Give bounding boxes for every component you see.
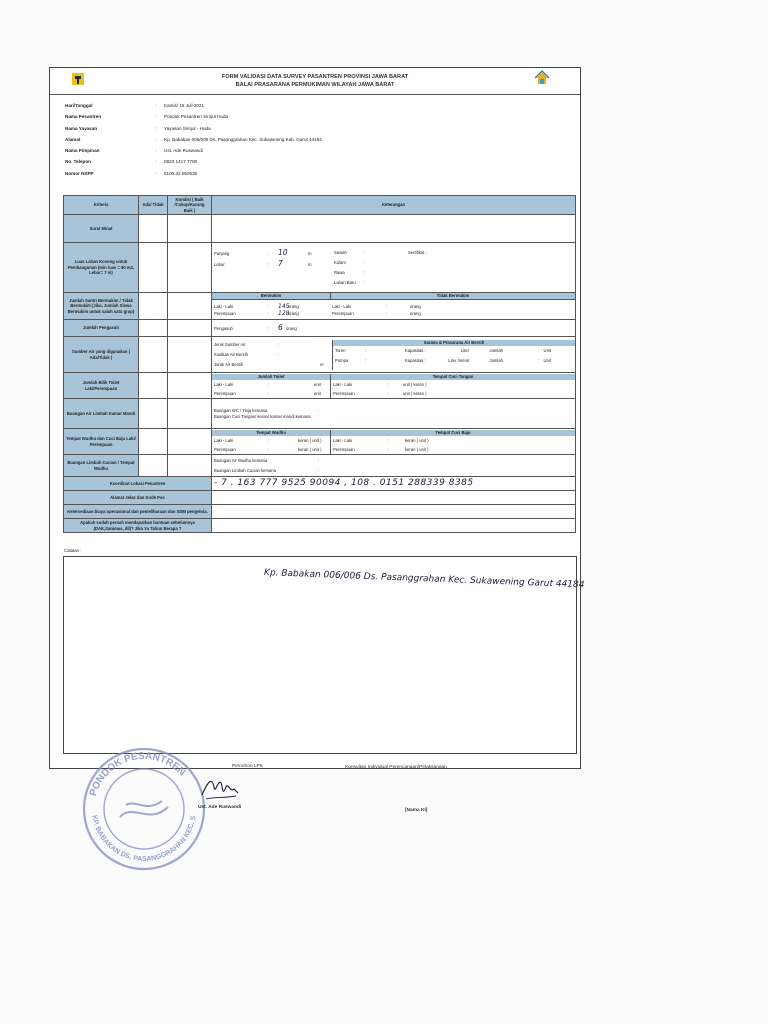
orang-unit: orang [288, 310, 299, 316]
col-header-kondisi: Kondisi ( Baik /Cukup/Kurang Baik ) [168, 196, 212, 215]
tb-perempuan-label: Perempuan [332, 310, 354, 316]
tb-laki-label: Laki - Laki [332, 303, 352, 309]
panjang-label: Panjang [214, 250, 230, 256]
panjang-unit: m [308, 250, 312, 256]
pesantren-stamp-icon [80, 745, 208, 873]
buangan-wudhu-label: Buangan Air Wudhu kemana [214, 457, 268, 463]
buangan-cuci-tangan-label: Buangan Cuci Tangan/ keran/ kamar mandi kemana [214, 414, 311, 419]
svg-text:PONDOK PESANTREN [88, 751, 188, 798]
info-row [65, 100, 322, 111]
keran-unit: keran ( unit ) [298, 446, 322, 452]
santri-perempuan-label: Perempuan [214, 310, 236, 316]
santri-laki-value: 145 [278, 302, 290, 310]
kolam-label: Kolam [334, 259, 346, 265]
info-sep: : [155, 170, 157, 176]
sertifikat-label: Sertifikat : [408, 249, 427, 255]
cuci-tangan-header: Tempat Cuci Tangan [331, 374, 575, 380]
keran-unit: keran ( unit ) [405, 446, 429, 452]
lahan-details: Panjang : 10 m Lebar : 7 m Sawah : Kolam : Rawa : Lahan Baru : Sertifikat : [212, 243, 576, 293]
row-buangan-cucian: Buangan Limbah Cucian / Tempat Wudhu [64, 455, 139, 477]
lahan-baru-label: Lahan Baru [334, 279, 356, 285]
catatan-box [63, 556, 577, 754]
wudhu-perempuan-label: Perempuan [214, 446, 236, 452]
sarana-air-header: Sarana & Prasarana Air Bersih [333, 340, 575, 346]
toren-label: Toren [335, 347, 346, 353]
konsultan-title: Konsultan Individual Perencanaan/Pelaksanaan [345, 765, 447, 770]
keran-unit: keran ( unit ) [405, 437, 429, 443]
info-row [65, 145, 322, 156]
info-sep: : [155, 148, 157, 154]
sawah-label: Sawah [334, 249, 347, 255]
jenis-sumber-air-label: Jenis Sumber Air [214, 341, 246, 347]
santri-laki-label: Laki - Laki [214, 303, 234, 309]
info-sep: : [155, 159, 157, 165]
info-sep: : [155, 136, 157, 142]
unit-label: Unit [543, 357, 551, 363]
liter-unit: Liter [460, 347, 469, 353]
row-bilik-toilet: Jumlah Bilik Toilet Laki/Perempuan [64, 373, 139, 399]
col-header-keterangan: Keterangan [212, 196, 576, 215]
info-row [65, 168, 322, 179]
info-row [65, 111, 322, 122]
info-label: Nama Pimpinan [65, 148, 100, 154]
buangan-wc-label: Buangan WC / Tinja kemana [214, 408, 268, 413]
unit-label: unit [314, 381, 321, 387]
kualitas-air-label: Kualitas Air Bersih [214, 351, 248, 357]
info-value: Kamis/ 15 Juli 2021 [164, 103, 205, 108]
info-label: Nama Pesantren [65, 114, 102, 120]
row-sumber-air: Sumber Air yang digunakan ( Ada/Tidak ) [64, 337, 139, 373]
row-tempat-wudhu: Tempat Wudhu dan Cuci Baju Laki/ Perempuan [64, 429, 139, 455]
info-sep: : [155, 125, 157, 131]
info-value: Pondok Pesantren Sirojul Huda [164, 114, 229, 120]
lebar-value: 7 [278, 258, 283, 268]
form-title-line1: FORM VALIDASI DATA SURVEY PASANTREN PROVINSI JAWA BARAT [221, 74, 409, 80]
info-label: Nomor NSPP [65, 170, 94, 176]
orang-unit: orang [410, 310, 421, 316]
catatan-label: Catatan : [64, 548, 82, 553]
unit-keran-label: unit ( keran ) [403, 381, 427, 387]
jumlah-toilet-header: Jumlah Toilet [212, 374, 330, 380]
baju-perempuan-label: Perempuan [333, 446, 355, 452]
alamat-handwritten: Kp. Babakan 006/006 Ds. Pasanggrahan Kec. Sukawening Garut 44184 [263, 568, 585, 591]
m-unit: m [320, 361, 324, 367]
toilet-perempuan-label: Perempuan [214, 390, 236, 396]
header-divider [50, 94, 580, 95]
info-row [65, 134, 322, 145]
baju-laki-label: Laki - Laki [333, 437, 353, 443]
buangan-cucian-label: Buangan Limbah Cucian kemana [214, 467, 276, 473]
unit-label: Unit [543, 347, 551, 353]
form-title [50, 73, 580, 89]
kapasitas-label: Kapasitas : [405, 357, 426, 363]
kapasitas-label: Kapasitas : [405, 347, 426, 353]
pengasuh-label: Pengasuh [214, 325, 233, 331]
col-header-kriteria: Kriteria [64, 196, 139, 215]
validation-table: Kriteria Ada/ Tidak Kondisi ( Baik /Cukup/Kurang Baik ) Keterangan Surat Minat Luas Lahan Kosong untuk Pembangunan (min luas = 60 m2, Lebar= 7 m) Panjang : 10 m Lebar : 7 m Sawah : Kolam : Rawa : Lahan Baru : Sertifikat : Jumlah Santri Bermukim / Tidak Bermukim (Jika, Jumlah Siswa Bermukim untuk salah satu grup) Bermukim Tidak Bermukim Laki - Laki : 145 orang Perempuan : 128 orang Laki - Laki : orang Perempuan : orang Jumlah Pengasuh Pengasuh : 6 orang Sumber Air yang digunakan ( Ada/Tidak ) Jenis Sumber Air : Kualitas Air Bersih : Jarak Air Bersih m Sarana & Prasarana Air Bersih Toren : Kapasitas : Liter Jumlah : Unit Pompa : Kapasitas : Liter /menit Jumlah : Unit Jumlah Bilik Toilet Laki/Perempuan Jumlah Toilet Laki - Laki : unit Perempuan : unit Tempat Cuci Tangan Laki - Laki : unit ( keran ) Perempuan : unit ( keran ) Buangan Air Limbah Kamar Mandi Buangan WC / Tinja kemana : Buangan Cuci Tangan/ keran/ kamar mandi kemana Tempat Wudhu dan Cuci Baju Laki/ Perempuan Tempat Wudhu Laki - Laki : keran ( unit ) Perempuan : keran ( unit ) Tempat Cuci Baju Laki - Laki : keran ( unit ) Perempuan : keran ( unit ) Buangan Limbah Cucian / Tempat Wudhu Buangan Air Wudhu kemana : Buangan Limbah Cucian kemana : Koordinat Lokasi Pesantren - 7 . 163 777 9525 90094 , 108 . 0151 288339 8385 Alamat Jelas dan Kode Pos Ketersediaan biaya operasional dan pemeliharaan dan SDM pengelola. Apakah sudah pernah mendapatkan bantuan sebelumnya (DAK,Sanimas, dll)? Jika Ya Tahun Berapa ? [63, 195, 576, 533]
row-koordinat: Koordinat Lokasi Pesantren [64, 477, 212, 491]
pemohon-name: Ust. Ade Ruswandi [198, 805, 242, 810]
row-buangan-air: Buangan Air Limbah Kamar Mandi [64, 399, 139, 429]
unit-keran-label: unit ( keran ) [403, 390, 427, 396]
panjang-value: 10 [278, 247, 288, 257]
unit-label: unit [314, 390, 321, 396]
tempat-wudhu-header: Tempat Wudhu [212, 430, 330, 436]
info-value: Yayasan Sirojul - Huda [164, 125, 211, 131]
koordinat-value: - 7 . 163 777 9525 90094 , 108 . 0151 288339 8385 [214, 477, 474, 488]
santri-perempuan-value: 128 [278, 309, 290, 317]
cuci-perempuan-label: Perempuan [333, 390, 355, 396]
tidak-bermukim-header: Tidak Bermukim [331, 293, 575, 299]
pemohon-title: Pemohon LPK [232, 764, 263, 769]
info-value: Kp. Babakan 006/006 Ds. Pasanggrahan Kec. Sukawening Kab. Garut 44184 [164, 136, 322, 142]
stamp-top-text: PONDOK PESANTREN [87, 750, 188, 798]
info-value: 0823 1417 7780 [164, 159, 198, 165]
signature-icon [200, 773, 240, 805]
lebar-label: Lebar [214, 261, 225, 267]
col-header-ada: Ada/ Tidak [139, 196, 168, 215]
keran-unit: keran ( unit ) [298, 437, 322, 443]
row-jumlah-santri: Jumlah Santri Bermukim / Tidak Bermukim (Jika, Jumlah Siswa Bermukim untuk salah satu grup) [64, 293, 139, 320]
info-section [65, 100, 322, 179]
row-surat-minat: Surat Minat [64, 215, 139, 243]
row-luas-lahan: Luas Lahan Kosong untuk Pembangunan (min luas = 60 m2, Lebar= 7 m) [64, 243, 139, 293]
info-label: Alamat [65, 136, 81, 142]
jumlah-label: Jumlah [489, 347, 503, 353]
jumlah-label: Jumlah [489, 357, 503, 363]
konsultan-name: [Nama KI] [405, 808, 428, 813]
jarak-air-label: Jarak Air Bersih [214, 361, 244, 367]
cuci-laki-label: Laki - Laki [333, 381, 353, 387]
liter-menit-unit: Liter /menit [448, 357, 469, 363]
info-value: Ust. Ade Ruswandi [164, 148, 203, 154]
row-pernah-bantuan: Apakah sudah pernah mendapatkan bantuan sebelumnya (DAK,Sanimas, dll)? Jika Ya Tahun Berapa ? [64, 519, 212, 533]
toilet-laki-label: Laki - Laki [214, 381, 234, 387]
info-row [65, 123, 322, 134]
row-alamat-kodepos: Alamat Jelas dan Kode Pos [64, 491, 212, 505]
orang-unit: orang [288, 303, 299, 309]
info-sep: : [155, 103, 157, 108]
info-label: Nama Yayasan [65, 125, 98, 131]
lebar-unit: m [308, 261, 312, 267]
orang-unit: orang [410, 303, 421, 309]
info-label: No. Telepon [65, 159, 91, 165]
cuci-baju-header: Tempat Cuci Baju [331, 430, 575, 436]
info-row [65, 156, 322, 167]
row-jumlah-pengasuh: Jumlah Pengasuh [64, 320, 139, 337]
bermukim-header: Bermukim [212, 293, 331, 299]
wudhu-laki-label: Laki - Laki [214, 437, 234, 443]
info-value: 5100.32.050530 [164, 170, 198, 176]
pengasuh-value: 6 [278, 322, 283, 332]
form-title-line2: BALAI PRASARANA PERMUKIMAN WILAYAH JAWA BARAT [235, 82, 395, 88]
row-ketersediaan: Ketersediaan biaya operasional dan pemeliharaan dan SDM pengelola. [64, 505, 212, 519]
info-sep: : [155, 114, 157, 120]
stamp-bottom-text: KP. BABAKAN DS. PASANGGRAHAN KEC. S [90, 814, 198, 864]
form-frame [49, 67, 585, 769]
rawa-label: Rawa [334, 269, 345, 275]
pompa-label: Pompa [335, 357, 349, 363]
orang-unit: orang [286, 325, 297, 331]
house-logo-icon [534, 70, 550, 86]
info-label: Hari/Tanggal [65, 103, 93, 108]
